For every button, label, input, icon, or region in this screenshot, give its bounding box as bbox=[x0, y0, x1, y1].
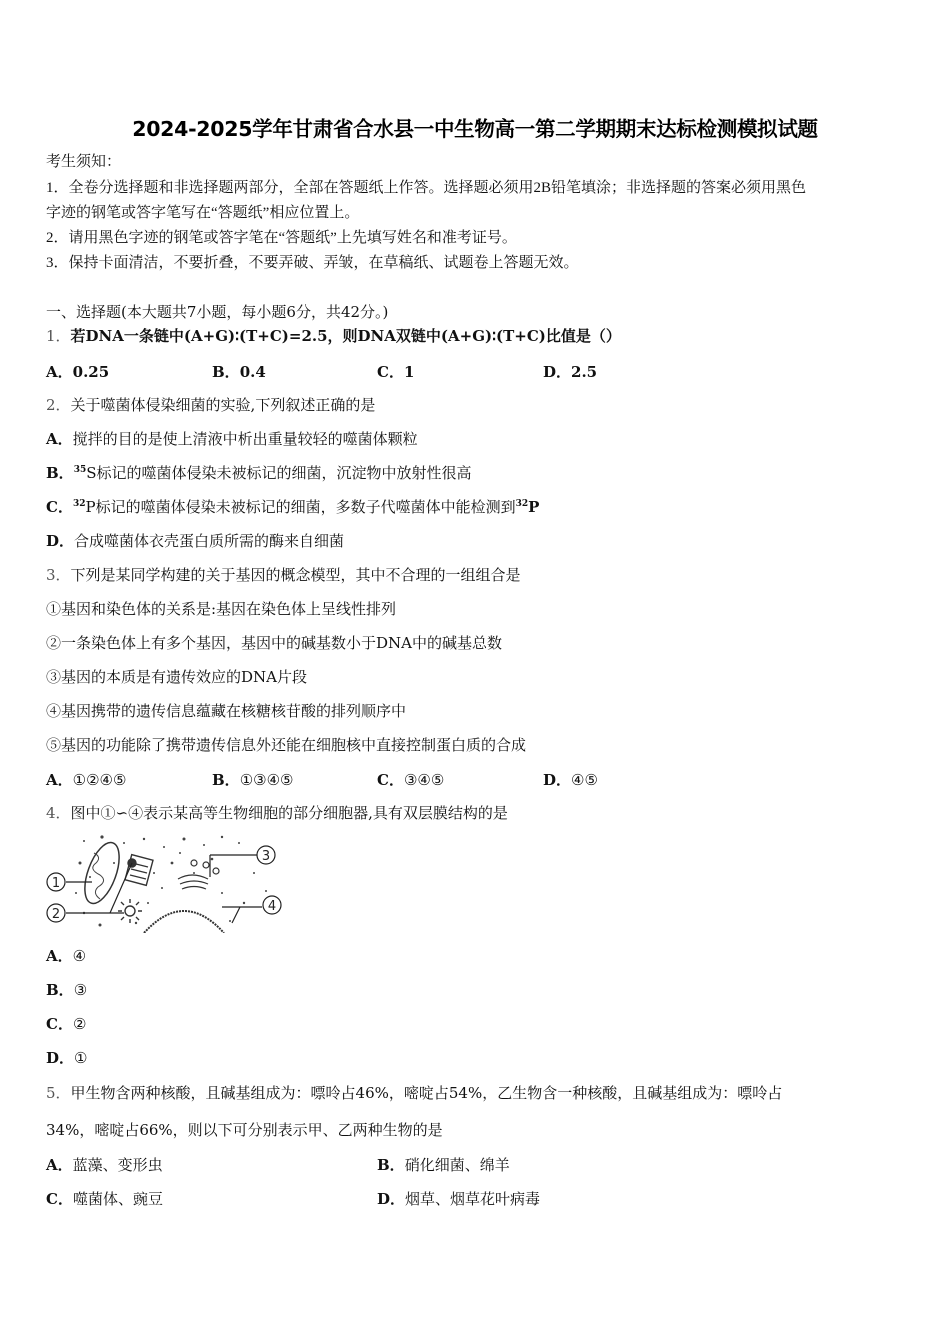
svg-text:1: 1 bbox=[51, 876, 61, 891]
statement-3: ③基因的本质是有遗传效应的DNA片段 bbox=[46, 668, 307, 686]
question-3-options bbox=[46, 769, 906, 789]
option-d: D．合成噬菌体衣壳蛋白质所需的酶来自细菌 bbox=[46, 532, 345, 550]
question-number: 4． bbox=[46, 804, 71, 822]
option-d: D．④⑤ bbox=[543, 771, 598, 789]
option-d: D．① bbox=[46, 1049, 88, 1067]
option-d: D．2.5 bbox=[543, 363, 598, 381]
question-stem: 关于噬菌体侵染细菌的实验,下列叙述正确的是 bbox=[70, 396, 376, 414]
question-1 bbox=[46, 326, 621, 346]
option-b: B．③ bbox=[46, 981, 88, 999]
statement-4: ④基因携带的遗传信息蕴藏在核糖核苷酸的排列顺序中 bbox=[46, 702, 407, 720]
question-1-options bbox=[46, 361, 906, 381]
option-a: A．蓝藻、变形虫 bbox=[46, 1156, 163, 1174]
statement-5: ⑤基因的功能除了携带遗传信息外还能在细胞核中直接控制蛋白质的合成 bbox=[46, 736, 527, 754]
notice-item-2: 2．请用黑色字迹的钢笔或答字笔在“答题纸”上先填写姓名和准考证号。 bbox=[46, 230, 517, 246]
svg-text:2: 2 bbox=[51, 907, 61, 922]
option-c: C．噬菌体、豌豆 bbox=[46, 1190, 163, 1208]
question-2 bbox=[46, 395, 375, 415]
question-5-options-row-2 bbox=[46, 1188, 906, 1208]
question-stem: 甲生物含两种核酸，且碱基组成为：嘌呤占46%，嘧啶占54%，乙生物含一种核酸，且碱基组成为：嘌呤占 bbox=[70, 1084, 783, 1102]
question-5-stem-cont: 34%，嘧啶占66%，则以下可分别表示甲、乙两种生物的是 bbox=[46, 1121, 443, 1139]
option-b: B．①③④⑤ bbox=[212, 771, 294, 789]
option-a: A．④ bbox=[46, 947, 87, 965]
question-stem: 若DNA一条链中(A+G)∶(T+C)=2.5，则DNA双链中(A+G)∶(T+C)比值是（） bbox=[70, 327, 621, 345]
question-3 bbox=[46, 565, 521, 585]
statement-2: ②一条染色体上有多个基因，基因中的碱基数小于DNA中的碱基总数 bbox=[46, 634, 502, 652]
svg-text:3: 3 bbox=[261, 849, 271, 864]
question-5 bbox=[46, 1083, 782, 1103]
notice-heading: 考生须知： bbox=[46, 154, 122, 170]
option-b: B．0.4 bbox=[212, 363, 266, 381]
section-heading: 一、选择题(本大题共7小题，每小题6分，共42分。) bbox=[46, 303, 389, 321]
question-5-options-row-1 bbox=[46, 1154, 906, 1174]
page-title: 2024-2025学年甘肃省合水县一中生物高一第二学期期末达标检测模拟试题 bbox=[132, 117, 818, 141]
notice-item-1-cont: 字迹的钢笔或答字笔写在“答题纸”相应位置上。 bbox=[46, 205, 360, 221]
question-stem: 图中①∽④表示某高等生物细胞的部分细胞器,具有双层膜结构的是 bbox=[70, 804, 508, 822]
statement-1: ①基因和染色体的关系是:基因在染色体上呈线性排列 bbox=[46, 600, 397, 618]
question-4 bbox=[46, 803, 508, 823]
option-c: C．③④⑤ bbox=[377, 771, 445, 789]
option-b: B．$^{35}$S标记的噬菌体侵染未被标记的细菌，沉淀物中放射性很高 bbox=[46, 464, 472, 482]
option-d: D．烟草、烟草花叶病毒 bbox=[377, 1190, 541, 1208]
question-number: 5． bbox=[46, 1084, 71, 1102]
cell-organelle-figure bbox=[44, 833, 284, 933]
option-c: C．$^{32}$P标记的噬菌体侵染未被标记的细菌，多数子代噬菌体中能检测到$^{32}$P bbox=[46, 498, 540, 516]
option-a: A．0.25 bbox=[46, 363, 110, 381]
option-a: A．①②④⑤ bbox=[46, 771, 127, 789]
question-stem: 下列是某同学构建的关于基因的概念模型，其中不合理的一组组合是 bbox=[70, 566, 521, 584]
option-b: B．硝化细菌、绵羊 bbox=[377, 1156, 510, 1174]
question-number: 3． bbox=[46, 566, 71, 584]
question-number: 1． bbox=[46, 327, 71, 345]
option-c: C．② bbox=[46, 1015, 87, 1033]
option-a: A．搅拌的目的是使上清液中析出重量较轻的噬菌体颗粒 bbox=[46, 430, 418, 448]
svg-text:4: 4 bbox=[267, 899, 277, 914]
option-c: C．1 bbox=[377, 363, 415, 381]
notice-item-1: 1．全卷分选择题和非选择题两部分，全部在答题纸上作答。选择题必须用2B铅笔填涂；非选择题的答案必须用黑色 bbox=[46, 180, 807, 196]
notice-item-3: 3．保持卡面清洁，不要折叠，不要弄破、弄皱，在草稿纸、试题卷上答题无效。 bbox=[46, 255, 579, 271]
question-number: 2． bbox=[46, 396, 71, 414]
